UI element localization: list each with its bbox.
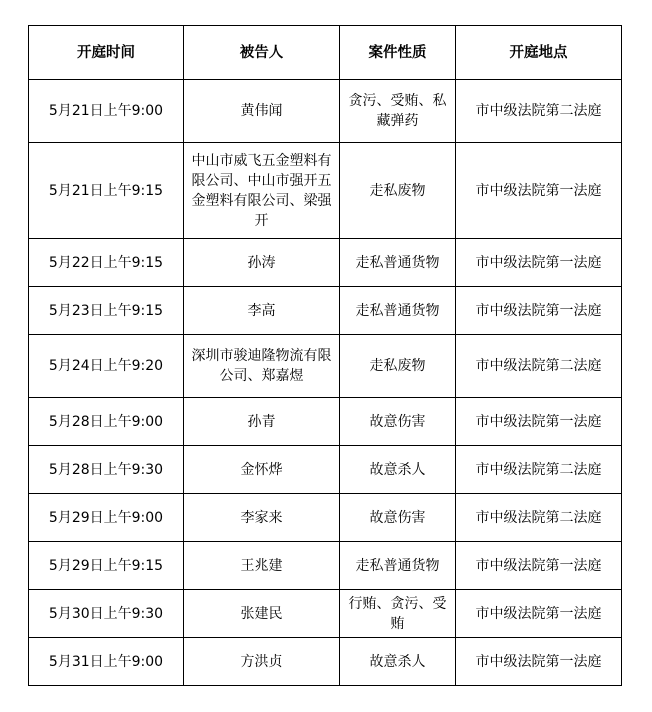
cell-time: 5月21日上午9:15 — [29, 143, 184, 239]
table-row — [29, 494, 622, 542]
cell-defendant: 深圳市骏迪隆物流有限公司、郑嘉煜 — [184, 335, 340, 398]
cell-defendant: 孙青 — [184, 398, 340, 446]
cell-location: 市中级法院第一法庭 — [456, 398, 622, 446]
cell-time: 5月28日上午9:00 — [29, 398, 184, 446]
cell-time: 5月28日上午9:30 — [29, 446, 184, 494]
cell-location: 市中级法院第二法庭 — [456, 80, 622, 143]
cell-time: 5月29日上午9:00 — [29, 494, 184, 542]
cell-defendant: 李家来 — [184, 494, 340, 542]
table-row — [29, 239, 622, 287]
cell-defendant: 李高 — [184, 287, 340, 335]
cell-time: 5月21日上午9:00 — [29, 80, 184, 143]
table-row — [29, 446, 622, 494]
cell-nature: 故意杀人 — [340, 638, 456, 686]
cell-time: 5月22日上午9:15 — [29, 239, 184, 287]
cell-nature: 走私普通货物 — [340, 239, 456, 287]
cell-location: 市中级法院第一法庭 — [456, 287, 622, 335]
cell-location: 市中级法院第二法庭 — [456, 335, 622, 398]
cell-location: 市中级法院第一法庭 — [456, 239, 622, 287]
cell-defendant: 方洪贞 — [184, 638, 340, 686]
cell-nature: 行贿、贪污、受贿 — [340, 590, 456, 638]
header-hearing-location: 开庭地点 — [456, 26, 622, 80]
cell-nature: 走私普通货物 — [340, 542, 456, 590]
table-row — [29, 80, 622, 143]
cell-defendant: 中山市威飞五金塑料有限公司、中山市强开五金塑料有限公司、梁强开 — [184, 143, 340, 239]
header-hearing-time: 开庭时间 — [29, 26, 184, 80]
table-row — [29, 335, 622, 398]
cell-nature: 走私废物 — [340, 335, 456, 398]
cell-defendant: 黄伟闻 — [184, 80, 340, 143]
table-header-row — [29, 26, 622, 80]
cell-nature: 故意伤害 — [340, 398, 456, 446]
cell-nature: 走私废物 — [340, 143, 456, 239]
cell-defendant: 王兆建 — [184, 542, 340, 590]
cell-time: 5月31日上午9:00 — [29, 638, 184, 686]
cell-nature: 走私普通货物 — [340, 287, 456, 335]
cell-time: 5月30日上午9:30 — [29, 590, 184, 638]
table-row — [29, 542, 622, 590]
court-schedule-table — [28, 25, 622, 686]
cell-location: 市中级法院第二法庭 — [456, 494, 622, 542]
cell-location: 市中级法院第一法庭 — [456, 542, 622, 590]
table-row — [29, 398, 622, 446]
cell-location: 市中级法院第一法庭 — [456, 590, 622, 638]
cell-location: 市中级法院第一法庭 — [456, 143, 622, 239]
header-defendant: 被告人 — [184, 26, 340, 80]
cell-location: 市中级法院第二法庭 — [456, 446, 622, 494]
cell-defendant: 金怀烨 — [184, 446, 340, 494]
table-row — [29, 590, 622, 638]
table-row — [29, 287, 622, 335]
table-row — [29, 143, 622, 239]
table-row — [29, 638, 622, 686]
cell-time: 5月23日上午9:15 — [29, 287, 184, 335]
cell-time: 5月29日上午9:15 — [29, 542, 184, 590]
cell-nature: 故意杀人 — [340, 446, 456, 494]
header-case-nature: 案件性质 — [340, 26, 456, 80]
cell-defendant: 张建民 — [184, 590, 340, 638]
cell-nature: 故意伤害 — [340, 494, 456, 542]
cell-defendant: 孙涛 — [184, 239, 340, 287]
cell-time: 5月24日上午9:20 — [29, 335, 184, 398]
cell-nature: 贪污、受贿、私藏弹药 — [340, 80, 456, 143]
cell-location: 市中级法院第一法庭 — [456, 638, 622, 686]
